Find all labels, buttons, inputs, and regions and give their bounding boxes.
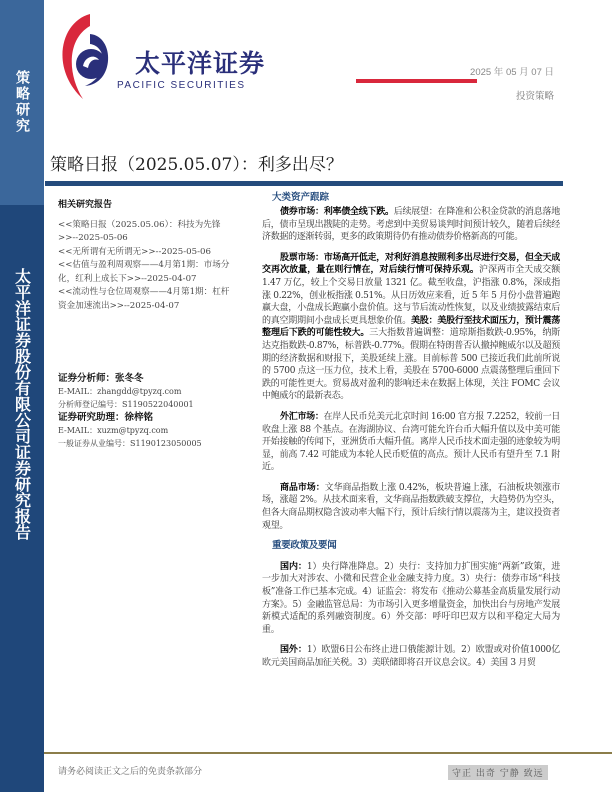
analyst-role: 证券分析师：张冬冬 [58, 373, 144, 384]
paragraph-domestic [262, 561, 560, 637]
analyst-info [58, 372, 230, 450]
stock-lead: 股票市场：市场高开低走，对利好消息按照利多出尽进行交易，但全天成交再次放量，量在则行情在，对后续行情可保持乐观。 [262, 252, 560, 276]
commodity-text: 文华商品指数上涨 0.42%，板块普遍上涨，石油板块领涨市场，涨超 2%。从技术面来看，文华商品指数跌破支撑位，大趋势仍为空头，但各大商品期权隐含波动率大幅下行，预计后续行情以震荡为主，建议投资者观望。 [262, 482, 560, 531]
related-reports [58, 199, 230, 313]
stock-text: 沪深两市全天成交额 1.47 万亿，较上个交易日放量 1321 亿。截至收盘，沪指涨 0.8%，深成指涨 0.22%，创业板指涨 0.51%。从日历效应来看，近 5 年 5 月份小盘普遍跑赢大盘，小盘成长跑赢小盘价值。这与节后流动性恢复，以及业绩披露结束后的真空期期间小盘成长更具想象价值。 [262, 265, 560, 326]
fx-lead: 外汇市场： [280, 411, 324, 422]
paragraph-commodity [262, 482, 560, 532]
sidebar-category [0, 70, 44, 134]
foreign-lead: 国外： [280, 645, 307, 656]
section-policy-news: 重要政策及要闻 [272, 540, 337, 552]
footer-motto: 守正 出奇 宁静 致远 [448, 765, 548, 780]
related-report-item[interactable]: <<无所谓有无所谓无>>--2025-05-06 [58, 246, 211, 257]
title-divider [45, 181, 563, 186]
related-report-item[interactable]: <<策略日报（2025.05.06）：科技为先锋>>--2025-05-06 [58, 219, 221, 243]
section-asset-tracking: 大类资产跟踪 [272, 192, 330, 203]
related-heading: 相关研究报告 [58, 200, 113, 210]
assistant-email[interactable]: E-MAIL：xuzm@tpyzq.com [58, 426, 169, 435]
us-stock-lead: 美股：美股行至技术面压力，预计震荡整理后下跌的可能性较大。 [262, 315, 560, 339]
foreign-text: 1）欧盟6日公布终止进口俄能源计划。2）欧盟或对价值1000亿欧元美国商品加征关税。3）美联储即将召开议息会议。4）美国 3 月贸 [262, 645, 560, 668]
logo-icon [55, 14, 115, 102]
paragraph-stock [262, 252, 560, 403]
paragraph-bond [262, 206, 560, 244]
footer-disclaimer: 请务必阅读正文之后的免责条款部分 [58, 767, 203, 777]
domestic-lead: 国内： [280, 561, 307, 572]
commodity-lead: 商品市场： [280, 482, 325, 493]
paragraph-foreign [262, 644, 560, 669]
paragraph-fx [262, 411, 560, 474]
assistant-role: 证券研究助理：徐梓铭 [58, 412, 154, 423]
red-divider [356, 79, 477, 83]
domestic-text: 1）央行降准降息。2）央行：支持加力扩围实施“两新”政策，进一步加大对涉农、小微和民营企业金融支持力度。3）央行：债券市场“科技板”准备工作已基本完成。4）证监会：将发布《推动公募基金高质量发展行动方案》。5）金融监管总局：为市场引入更多增量资金，加快出台与房地产发展新模式适配的系列融资制度。6）外交部：呼吁印巴双方以和平稳定大局为重。 [262, 561, 560, 635]
sidebar-company [0, 268, 44, 540]
analyst-email[interactable]: E-MAIL：zhangdd@tpyzq.com [58, 387, 182, 396]
assistant-reg: 一般证券从业编号：S1190123050005 [58, 438, 202, 448]
logo-en: PACIFIC SECURITIES [117, 80, 246, 91]
footer-divider [44, 752, 612, 754]
related-report-item[interactable]: <<流动性与仓位周观察——4月第1期：杠杆资金加速流出>>--2025-04-07 [58, 287, 230, 311]
bond-lead: 债券市场：利率债全线下跌。 [280, 207, 394, 217]
bond-text: 后续展望：在降准和公积金贷款的消息落地后，债市呈现出戡陡的走势。考虑到中美贸易谈判时间预计较久，随着后续经济数据的逐渐转弱，更多的政策期待仍有推动债券价格新高的可能。 [262, 207, 560, 243]
main-content [262, 206, 560, 678]
fx-text: 在岸人民币兑美元北京时间 16:00 官方报 7.2252，较前一日收盘上涨 88 个基点。在海湖协议、台湾可能允许台币大幅升值以及中美可能开始接触的传闻下，亚洲货币大幅升值。离岸人民币技术面走强的迹象较为明显，前高 7.42 可能成为本轮人民币贬值的高点。预计人民币有望升至 7.1 附近。 [262, 411, 560, 473]
analyst-reg: 分析师登记编号：S1190522040001 [58, 399, 194, 409]
page-title: 策略日报（2025.05.07）：利多出尽？ [50, 155, 343, 175]
sidebar-company-text: 太平洋证券股份有限公司证券研究报告 [12, 268, 32, 540]
report-date: 2025 年 05 月 07 日 [470, 67, 554, 78]
sidebar-category-text: 策略研究 [14, 70, 30, 134]
report-category: 投资策略 [515, 91, 554, 102]
us-stock-text: 三大指数普遍调整：道琼斯指数跌-0.95%，纳斯达克指数跌-0.87%，标普跌-0.77%。假期在特朗普否认撤掉鲍威尔以及超预期的经济数据和财报下，美股延续上涨。目前标普 500 已接近我们此前所说的 5700 点这一压力位，技术上看，美股在 5700-6000 点震荡整理后重回下跌的可能性更大。贸易战对盈利的影响还未在数据上体现，关注 FOMC 会议中鲍威尔的最新表态。 [262, 328, 560, 402]
related-report-item[interactable]: <<估值与盈利周观察——4月第1期：市场分化，红利上成长下>>--2025-04-07 [58, 260, 230, 284]
logo-cn: 太平洋证券 [135, 49, 266, 78]
